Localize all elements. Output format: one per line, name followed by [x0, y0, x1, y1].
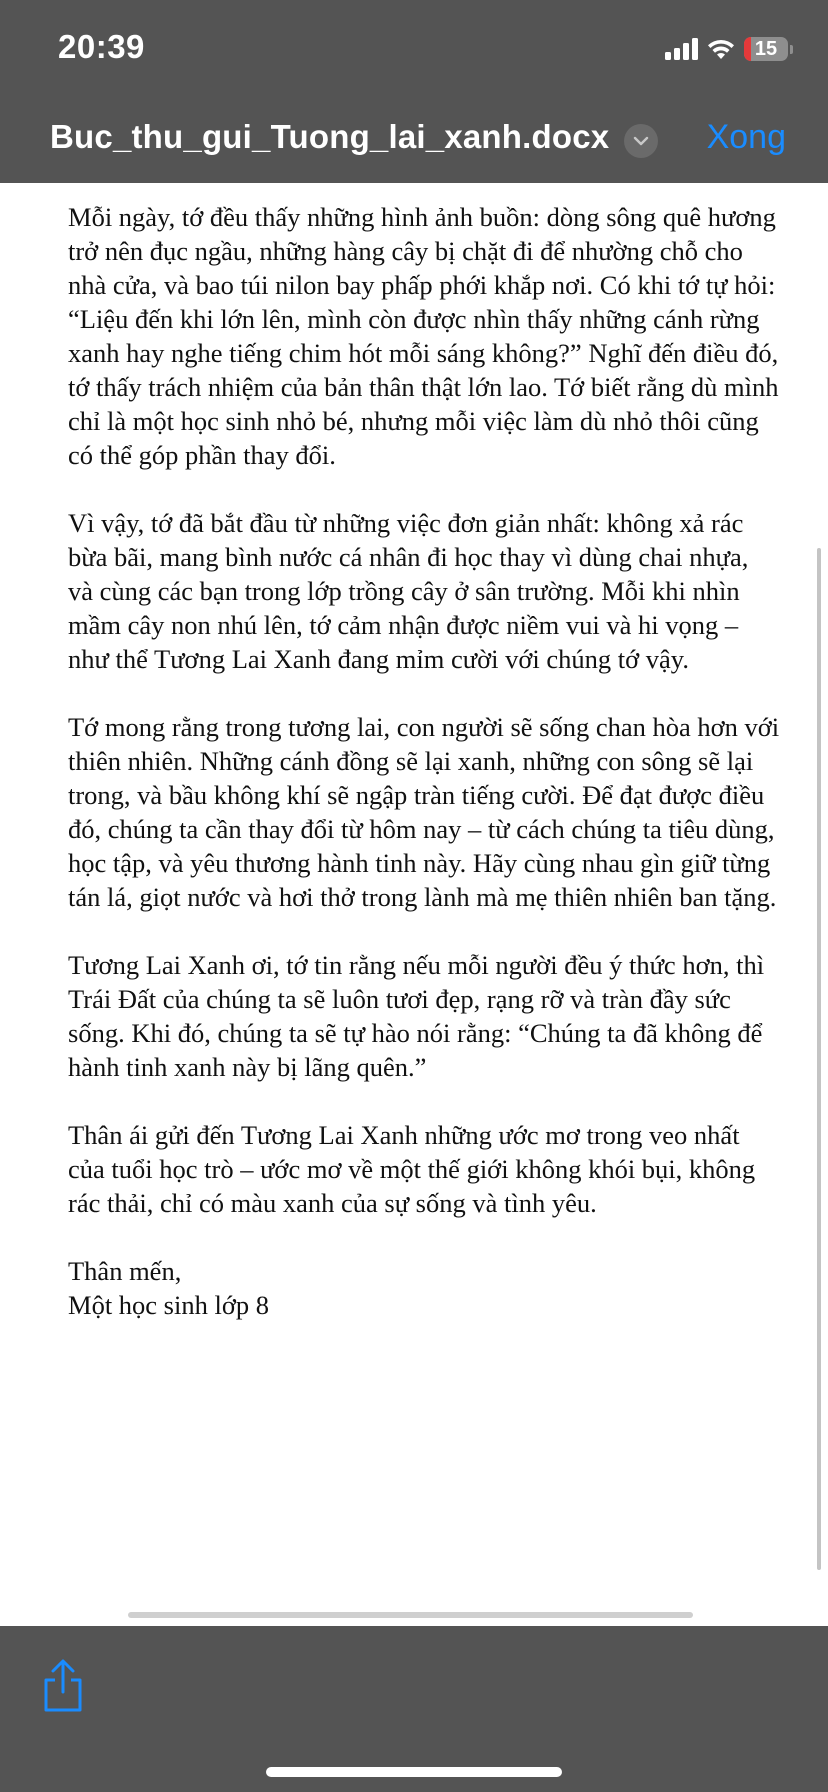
bottom-toolbar	[0, 1626, 828, 1792]
vertical-scrollbar[interactable]	[817, 548, 821, 1570]
battery-percent: 15	[754, 38, 778, 60]
document-content	[68, 200, 780, 1322]
top-header	[0, 0, 828, 183]
paragraph: Vì vậy, tớ đã bắt đầu từ những việc đơn giản nhất: không xả rác bừa bãi, mang bình nước cá nhân đi học thay vì dùng chai nhựa, và cùng các bạn trong lớp trồng cây ở sân trường. Mỗi khi nhìn mầm cây non nhú lên, tớ cảm nhận được niềm vui và hi vọng – như thể Tương Lai Xanh đang mỉm cười với chúng tớ vậy.	[68, 508, 749, 674]
share-icon	[40, 1658, 86, 1714]
document-title: Buc_thu_gui_Tuong_lai_xanh.docx	[50, 118, 610, 155]
paragraph: Thân ái gửi đến Tương Lai Xanh những ước mơ trong veo nhất của tuổi học trò – ước mơ về một thế giới không khói bụi, không rác thải, chỉ có màu xanh của sự sống và tình yêu.	[68, 1120, 756, 1218]
share-button[interactable]	[40, 1658, 86, 1714]
wifi-icon	[706, 37, 736, 61]
status-icons	[665, 32, 793, 66]
paragraph: Tớ mong rằng trong tương lai, con người sẽ sống chan hòa hơn với thiên nhiên. Những cánh đồng sẽ lại xanh, những con sông sẽ lại trong, và bầu không khí sẽ ngập tràn tiếng cười. Để đạt được điều đó, chúng ta cần thay đổi từ hôm nay – từ cách chúng ta tiêu dùng, học tập, và yêu thương hành tinh này. Hãy cùng nhau gìn giữ từng tán lá, giọt nước và hơi thở trong lành mà mẹ thiên nhiên ban tặng.	[68, 712, 780, 912]
paragraph: Mỗi ngày, tớ đều thấy những hình ảnh buồn: dòng sông quê hương trở nên đục ngầu, những hàng cây bị chặt đi để nhường chỗ cho nhà cửa, và bao túi nilon bay phấp phới khắp nơi. Có khi tớ tự hỏi: “Liệu đến khi lớn lên, mình còn được nhìn thấy những cánh rừng xanh hay nghe tiếng chim hót mỗi sáng không?” Nghĩ đến điều đó, tớ thấy trách nhiệm của bản thân thật lớn lao. Tớ biết rằng dù mình chỉ là một học sinh nhỏ bé, nhưng mỗi việc làm dù nhỏ thôi cũng có thể góp phần thay đổi.	[68, 202, 779, 470]
closing-line: Thân mến,	[68, 1256, 182, 1286]
signal-icon	[665, 38, 698, 60]
battery-icon	[744, 37, 788, 61]
done-button[interactable]: Xong	[706, 118, 786, 156]
chevron-down-icon[interactable]	[624, 124, 658, 158]
paragraph: Tương Lai Xanh ơi, tớ tin rằng nếu mỗi người đều ý thức hơn, thì Trái Đất của chúng ta sẽ luôn tươi đẹp, rạng rỡ và tràn đầy sức sống. Khi đó, chúng ta sẽ tự hào nói rằng: “Chúng ta đã không để hành tinh xanh này bị lãng quên.”	[68, 950, 765, 1082]
signature-line: Một học sinh lớp 8	[68, 1290, 269, 1320]
horizontal-scrollbar[interactable]	[128, 1612, 693, 1618]
home-indicator	[266, 1767, 562, 1777]
battery-nub	[790, 45, 793, 54]
status-time: 20:39	[58, 28, 145, 65]
